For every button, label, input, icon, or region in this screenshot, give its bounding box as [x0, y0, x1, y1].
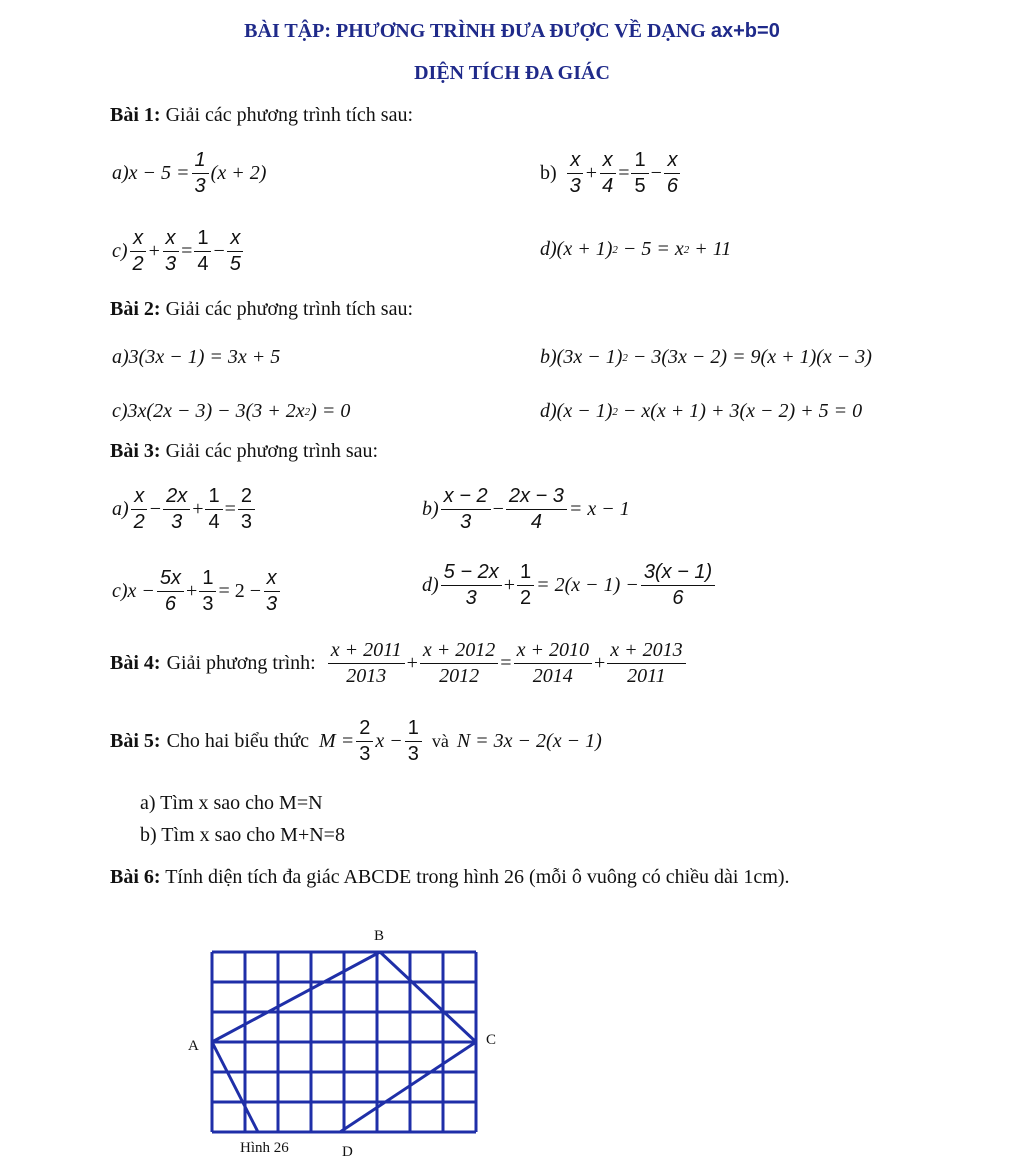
bai5-item-b: b) Tìm x sao cho M+N=8 [140, 824, 345, 846]
edge-c-d [340, 1042, 476, 1132]
bai1-text: Giải các phương trình tích sau: [165, 104, 414, 126]
bai6-heading: Bài 6: Tính diện tích đa giác ABCDE trong hình 26 (mỗi ô vuông có chiều dài 1cm). [110, 866, 790, 888]
edge-b-c [380, 952, 476, 1042]
bai3-c: c) x − $\frac{5x}{6}$ + $\frac{1}{3}$ = 2 − $\frac{x}{3}$ [112, 568, 282, 615]
bai2-b: b) (3x − 1) 2 − 3(3x − 2) = 9(x + 1)(x − 3) [540, 346, 872, 368]
bai2-heading: Bài 2: Giải các phương trình tích sau: [110, 298, 414, 320]
point-label-a: A [188, 1038, 199, 1054]
title-line1: BÀI TẬP: PHƯƠNG TRÌNH ĐƯA ĐƯỢC VỀ DẠNG [244, 20, 706, 42]
bai1-a: a) x − 5 = $\frac{1}{3}$ (x + 2) [112, 149, 267, 197]
page-subtitle: DIỆN TÍCH ĐA GIÁC [414, 62, 610, 84]
bai2-a: a) 3(3x − 1) = 3x + 5 [112, 346, 281, 368]
bai1-b: b) $\frac{x}{3}$ + $\frac{x}{4}$ = $\frac{1}{5}$ − $\frac{x}{6}$ [540, 150, 683, 197]
bai2-d: d) (x − 1) 2 − x(x + 1) + 3(x − 2) + 5 = 0 [540, 400, 863, 422]
bai1-label: Bài 1: [110, 104, 161, 126]
figure-26 [170, 920, 530, 1170]
point-label-b: B [374, 928, 385, 944]
fraction: $\frac{1}{3}$ [192, 150, 209, 197]
bai3-d: d) $\frac{5 - 2x}{3}$ + $\frac{1}{2}$ = 2(x − 1) − $\frac{3(x - 1)}{6}$ [422, 562, 717, 609]
title-formula: ax+b=0 [710, 20, 780, 42]
figure-caption: Hình 26 [240, 1140, 289, 1156]
bai3-b: b) $\frac{x - 2}{3}$ − $\frac{2x - 3}{4}$ = x − 1 [422, 485, 630, 533]
bai3-heading: Bài 3: Giải các phương trình sau: [110, 440, 379, 462]
edge-a-b [212, 952, 380, 1042]
bai5-item-a: a) Tìm x sao cho M=N [140, 792, 323, 814]
edge-e-a [212, 1042, 258, 1132]
page-title [0, 20, 1024, 43]
bai1-c: c) $\frac{x}{2}$ + $\frac{x}{3}$ = $\frac{1}{4}$ − $\frac{x}{5}$ [112, 228, 246, 275]
bai1-d: d) (x + 1) 2 − 5 = x 2 + 11 [540, 238, 732, 260]
bai4: Bài 4: Giải phương trình: $\frac{x + 2011}{2013}$ + $\frac{x + 2012}{2012}$ = $\frac{x + 2010}{2014}$ + $\frac{x + 2013}{2011}$ [110, 640, 688, 687]
bai2-c: c) 3x(2x − 3) − 3(3 + 2x 2 ) = 0 [112, 400, 351, 422]
bai3-a: a) $\frac{x}{2}$ − $\frac{2x}{3}$ + $\frac{1}{4}$ = $\frac{2}{3}$ [112, 486, 257, 533]
bai5: Bài 5: Cho hai biểu thức M = $\frac{2}{3}$ x − $\frac{1}{3}$ và N = 3x − 2(x − 1) [110, 717, 602, 765]
point-label-c: C [486, 1032, 497, 1048]
bai1-heading [110, 104, 413, 127]
point-label-d: D [342, 1144, 353, 1160]
